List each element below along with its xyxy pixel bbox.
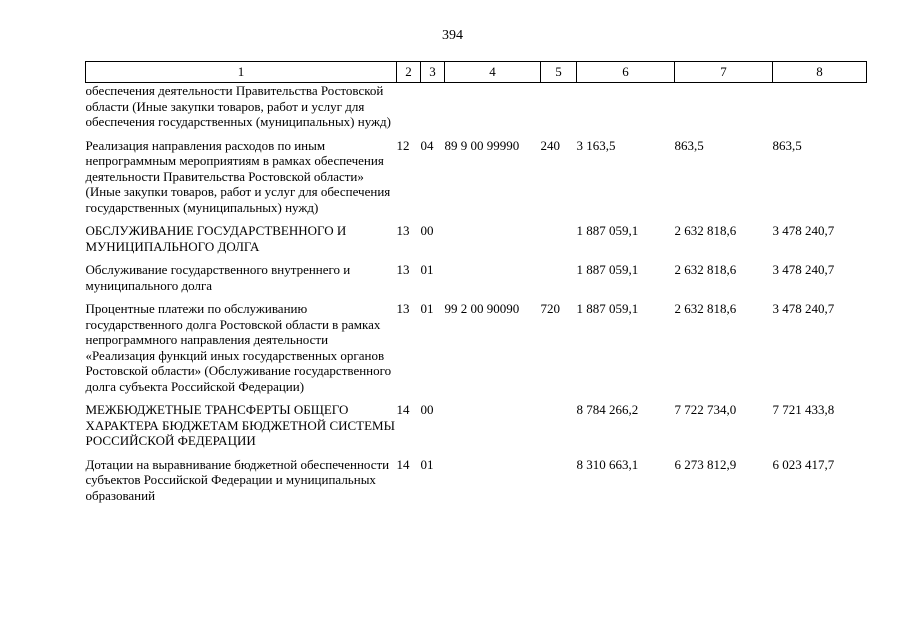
row-subsection — [421, 83, 445, 134]
row-name: ОБСЛУЖИВАНИЕ ГОСУДАРСТВЕННОГО И МУНИЦИПАЛЬНОГО ДОЛГА — [85, 223, 347, 254]
row-target-article: 89 9 00 99990 — [444, 137, 520, 153]
row-section: 12 — [396, 137, 410, 153]
row-year-3: 3 478 240,7 — [772, 262, 835, 277]
row-target-article — [445, 398, 541, 453]
header-col-6: 6 — [577, 62, 675, 83]
row-target-article — [445, 219, 541, 258]
row-year-2: 863,5 — [674, 137, 704, 153]
table-row — [86, 134, 867, 220]
row-subsection: 04 — [420, 137, 434, 153]
row-year-3: 863,5 — [772, 137, 802, 153]
row-section — [397, 83, 421, 134]
row-subsection: 01 — [420, 456, 434, 472]
row-name: Реализация направления расходов по иным непрограммным мероприятиям в рамках обеспечения деятельности Правительства Ростовской области» (Иные закупки товаров, работ и услуг для обеспечения государственных (муниципальных) нужд) — [85, 137, 391, 215]
row-expense-type — [541, 83, 577, 134]
row-expense-type — [541, 219, 577, 258]
row-name: Процентные платежи по обслуживанию государственного долга Ростовской области в рамках непрограммного направления деятельности «Реализация функций иных государственных органов Ростовской области» (Обслуживание государственного долга субъекта Российской Федерации) — [85, 301, 392, 394]
row-expense-type: 720 — [540, 301, 560, 316]
row-year-3: 6 023 417,7 — [772, 456, 835, 472]
page-number: 394 — [442, 28, 463, 43]
table-row — [86, 453, 867, 508]
row-expense-type — [541, 398, 577, 453]
row-section: 14 — [396, 402, 410, 417]
row-year-1: 3 163,5 — [576, 137, 616, 153]
row-section: 14 — [396, 456, 410, 472]
row-year-1: 1 887 059,1 — [576, 301, 639, 316]
row-year-3 — [773, 83, 867, 134]
row-expense-type — [541, 453, 577, 508]
row-expense-type — [541, 258, 577, 297]
row-year-1 — [577, 83, 675, 134]
row-year-3: 3 478 240,7 — [772, 223, 835, 238]
row-name: Обслуживание государственного внутреннего и муниципального долга — [85, 262, 351, 293]
row-subsection: 00 — [420, 223, 434, 238]
row-year-2: 6 273 812,9 — [674, 456, 737, 472]
header-col-4: 4 — [445, 62, 541, 83]
row-year-2: 2 632 818,6 — [674, 262, 737, 277]
row-year-2: 2 632 818,6 — [674, 301, 737, 316]
table-row — [86, 398, 867, 453]
row-section: 13 — [396, 223, 410, 238]
row-year-1: 8 310 663,1 — [576, 456, 639, 472]
row-name: обеспечения деятельности Правительства Ростовской области (Иные закупки товаров, работ и услуг для обеспечения государственных (муниципальных) нужд) — [85, 83, 391, 129]
row-name: МЕЖБЮДЖЕТНЫЕ ТРАНСФЕРТЫ ОБЩЕГО ХАРАКТЕРА БЮДЖЕТАМ БЮДЖЕТНОЙ СИСТЕМЫ РОССИЙСКОЙ ФЕДЕРАЦИИ — [85, 402, 395, 448]
row-year-1: 8 784 266,2 — [576, 402, 639, 417]
header-col-5: 5 — [541, 62, 577, 83]
row-year-1: 1 887 059,1 — [576, 262, 639, 277]
table-row — [86, 219, 867, 258]
header-col-3: 3 — [421, 62, 445, 83]
row-name: Дотации на выравнивание бюджетной обеспеченности субъектов Российской Федерации и муниципальных образований — [85, 456, 390, 503]
row-target-article: 99 2 00 90090 — [444, 301, 520, 316]
row-year-2: 2 632 818,6 — [674, 223, 737, 238]
row-year-1: 1 887 059,1 — [576, 223, 639, 238]
table-row — [86, 297, 867, 398]
row-section: 13 — [396, 301, 410, 316]
header-row — [86, 62, 867, 83]
row-target-article — [445, 453, 541, 508]
header-col-8: 8 — [773, 62, 867, 83]
row-year-3: 7 721 433,8 — [772, 402, 835, 417]
row-target-article — [445, 83, 541, 134]
table-row — [86, 258, 867, 297]
row-year-3: 3 478 240,7 — [772, 301, 835, 316]
header-col-2: 2 — [397, 62, 421, 83]
table-row — [86, 83, 867, 134]
header-col-7: 7 — [675, 62, 773, 83]
row-year-2: 7 722 734,0 — [674, 402, 737, 417]
row-subsection: 00 — [420, 402, 434, 417]
header-col-1: 1 — [86, 62, 397, 83]
row-expense-type: 240 — [540, 137, 560, 153]
budget-table — [85, 61, 867, 507]
row-subsection: 01 — [420, 301, 434, 316]
row-target-article — [445, 258, 541, 297]
row-subsection: 01 — [420, 262, 434, 277]
row-year-2 — [675, 83, 773, 134]
row-section: 13 — [396, 262, 410, 277]
